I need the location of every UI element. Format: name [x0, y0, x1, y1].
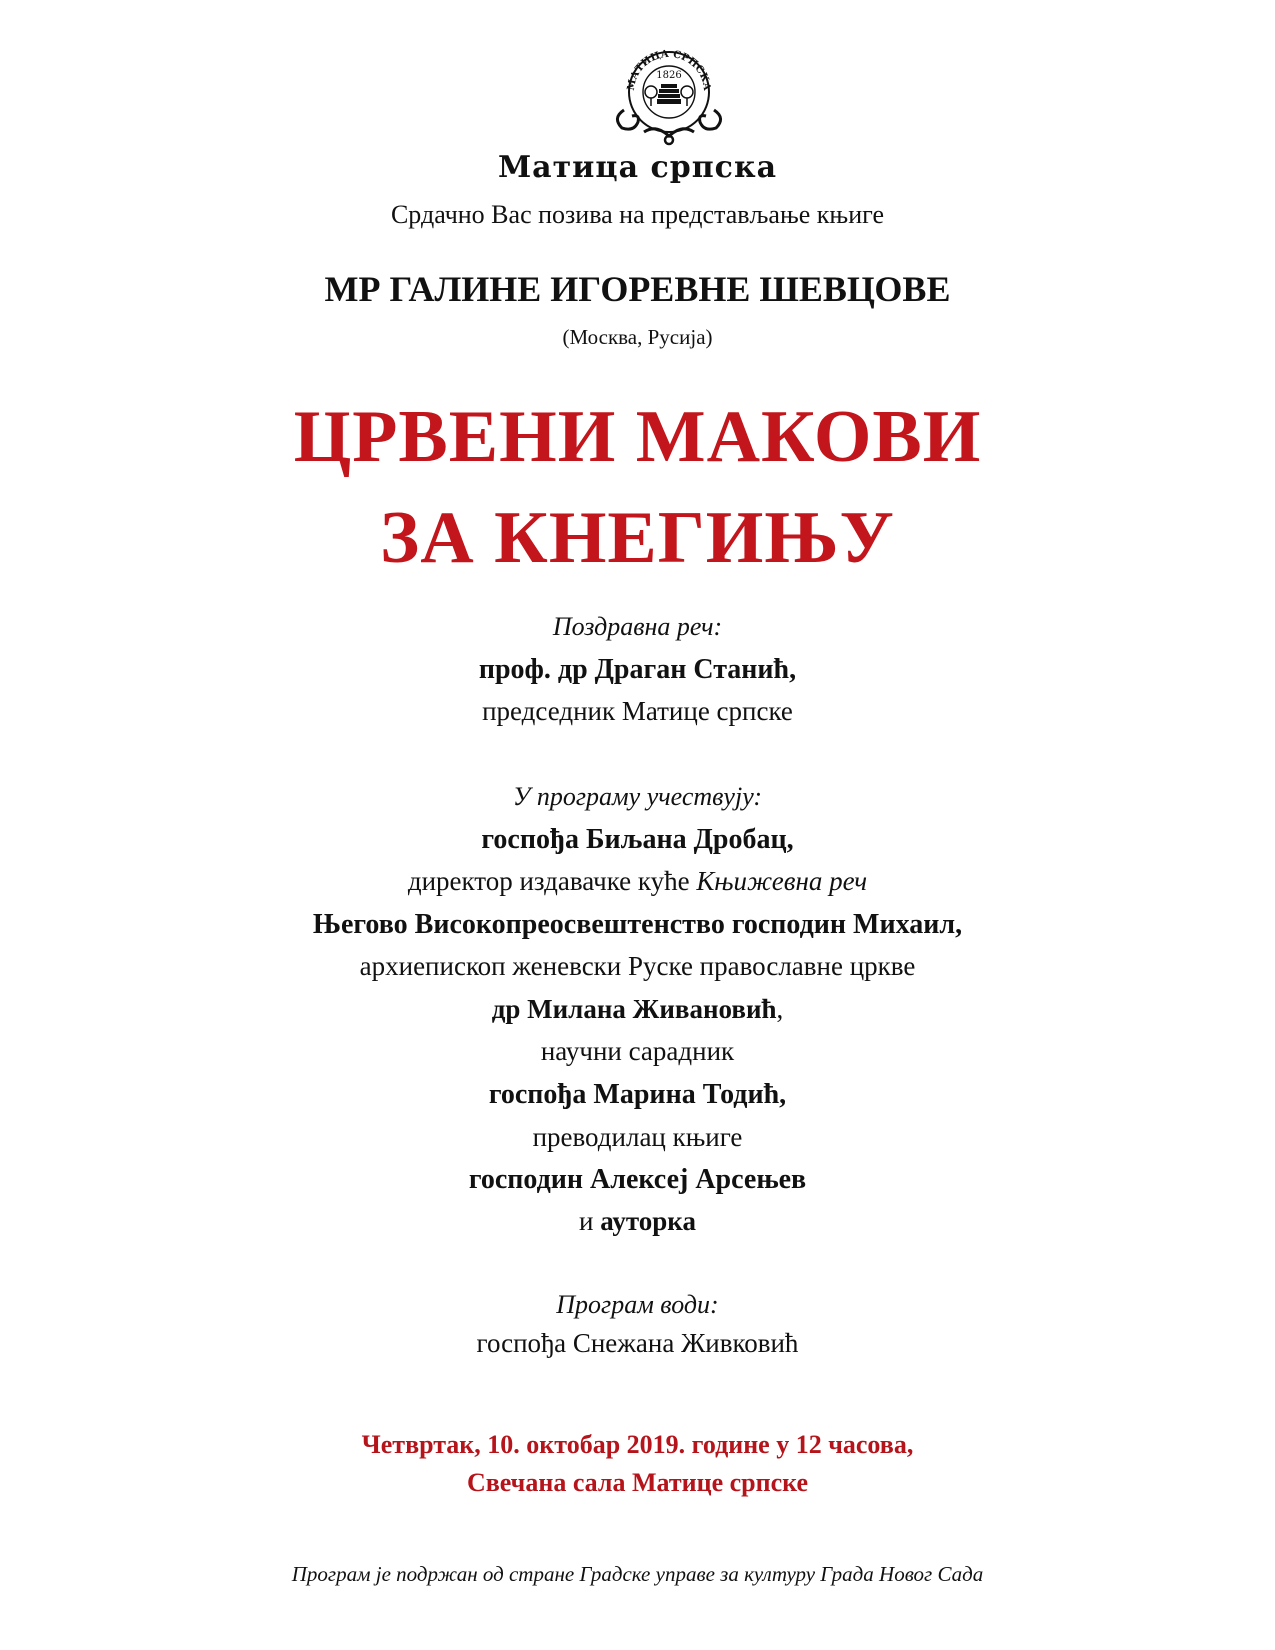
publisher-name: Књижевна реч [696, 866, 868, 896]
participant-1-role-text: директор издавачке куће [407, 866, 697, 896]
participant-4-role: преводилац књиге [532, 1122, 743, 1152]
participant-4-name: госпођа Марина Тодић, [488, 1079, 787, 1110]
greeting-speaker: проф. др Драган Станић, [478, 654, 797, 685]
participant-2-name: Његово Високопреосвештенство господин Михаил, [312, 909, 963, 940]
participant-3-name: др Милана Живановић [491, 994, 777, 1024]
participant-2-role: архиепископ женевски Руске православне цркве [359, 951, 916, 981]
author-name: МР ГАЛИНЕ ИГОРЕВНЕ ШЕВЦОВЕ [324, 269, 951, 309]
participant-1-name: госпођа Биљана Дробац, [481, 824, 794, 855]
and-conjunction: и [579, 1206, 601, 1236]
host-name: госпођа Снежана Живковић [476, 1328, 799, 1358]
author-location: (Москва, Русија) [562, 325, 713, 349]
participant-3-line [0, 994, 1275, 1025]
matica-srpska-seal-icon [604, 40, 734, 150]
greeting-speaker-role: председник Матице српске [482, 696, 793, 726]
book-title-line-1: ЦРВЕНИ МАКОВИ [293, 396, 982, 478]
seal-year: 1826 [656, 70, 682, 81]
participant-author-line [0, 1206, 1275, 1237]
seal-ring-text: МАТИЦА СРПСКА [625, 48, 713, 92]
footer-support-note: Програм је подржан од стране Градске управе за културу Града Новог Сада [291, 1562, 984, 1586]
program-label: У програму учествују: [512, 782, 763, 811]
host-label: Програм води: [556, 1290, 719, 1319]
participant-3-role: научни сарадник [540, 1036, 735, 1066]
invitation-line: Срдачно Вас позива на представљање књиге [390, 200, 885, 229]
greeting-label: Поздравна реч: [552, 612, 723, 641]
brand-name: Матица српска [497, 150, 778, 185]
event-datetime: Четвртак, 10. октобар 2019. године у 12 часова, [361, 1430, 914, 1459]
book-title-line-2: ЗА КНЕГИЊУ [380, 497, 895, 579]
participant-author: ауторка [600, 1206, 696, 1236]
event-venue: Свечана сала Матице српске [466, 1468, 809, 1497]
participant-3-comma: , [776, 994, 784, 1024]
participant-1-role [0, 866, 1275, 897]
participant-5-name: господин Алексеј Арсењев [468, 1164, 807, 1195]
